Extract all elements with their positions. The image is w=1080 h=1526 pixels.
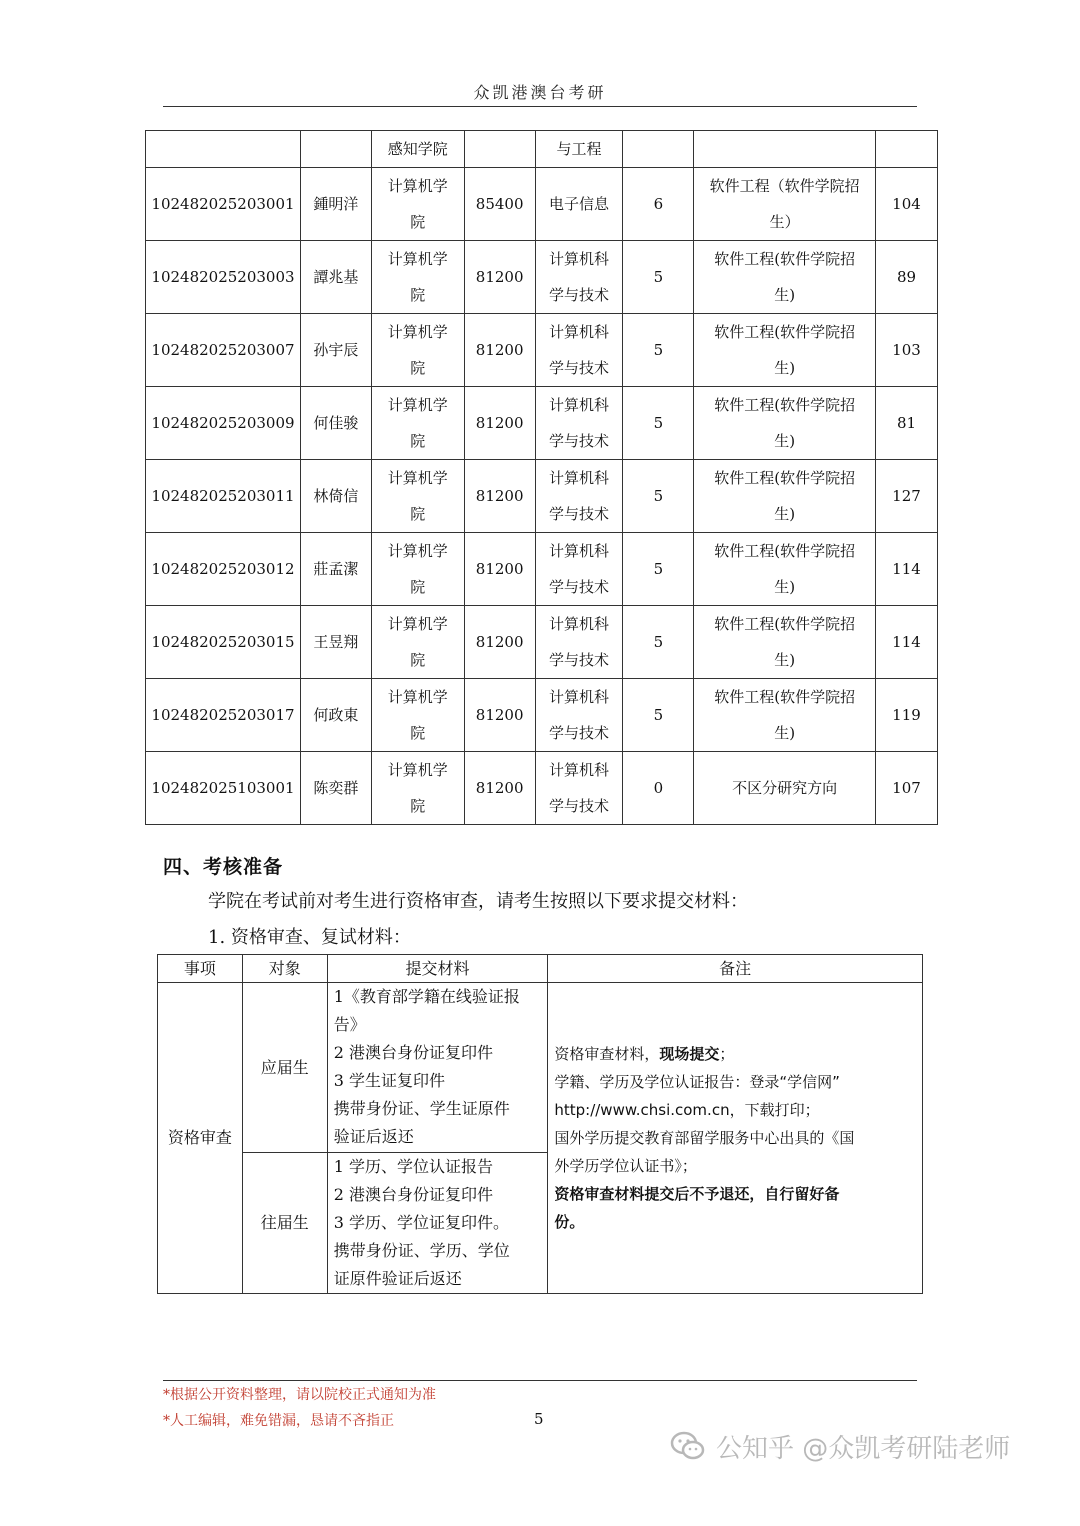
cell-name: 陈奕群 — [300, 752, 371, 825]
cell-line: 生) — [774, 359, 796, 377]
material-line: 携带身份证、学历、学位 — [333, 1241, 510, 1260]
cell-num: 5 — [623, 533, 694, 606]
cell-line: 学与技术 — [549, 505, 610, 523]
cell-line: 计算机学 — [387, 469, 448, 487]
section-intro: 学院在考试前对考生进行资格审查，请考生按照以下要求提交材料： — [208, 891, 748, 912]
cell-line: 软件工程(软件学院招 — [714, 396, 856, 414]
cell-direction — [694, 606, 876, 679]
cell-major — [535, 533, 623, 606]
cell-line: 院 — [410, 505, 426, 523]
cell-id: 102482025203007 — [146, 314, 301, 387]
material-line: 1 学历、学位认证报告 — [333, 1157, 494, 1176]
note-link-line: http://www.chsi.com.cn，下载打印； — [554, 1101, 820, 1119]
table-cell — [146, 131, 301, 168]
cell-line: 软件工程(软件学院招 — [714, 469, 856, 487]
table-row — [146, 460, 938, 533]
table-row — [146, 679, 938, 752]
header-rule — [163, 106, 917, 107]
table-cell — [300, 131, 371, 168]
cell-line: 计算机学 — [387, 250, 448, 268]
cell-college — [371, 387, 464, 460]
cell-line: 计算机学 — [387, 615, 448, 633]
cell-major — [535, 387, 623, 460]
note-line: 外学历学位认证书》； — [554, 1157, 697, 1175]
cell-line: 计算机科 — [549, 761, 610, 779]
table-row-continued — [146, 131, 938, 168]
cell-line: 计算机学 — [387, 688, 448, 706]
watermark-text: 公知乎 @众凯考研陆老师 — [716, 1433, 1011, 1464]
material-line: 3 学生证复印件 — [333, 1071, 446, 1090]
cell-code: 81200 — [464, 679, 535, 752]
cell-college — [371, 679, 464, 752]
page-number: 5 — [534, 1410, 544, 1428]
cell-id: 102482025203012 — [146, 533, 301, 606]
cell-line: 生) — [774, 578, 796, 596]
table-cell — [464, 131, 535, 168]
material-line: 2 港澳台身份证复印件 — [333, 1043, 494, 1062]
cell-num: 5 — [623, 387, 694, 460]
cell-name: 孙宇辰 — [300, 314, 371, 387]
cell-code: 81200 — [464, 241, 535, 314]
table-row — [146, 314, 938, 387]
cell-direction — [694, 460, 876, 533]
cell-id: 102482025203003 — [146, 241, 301, 314]
admission-list-table — [145, 130, 938, 825]
cell-id: 102482025203015 — [146, 606, 301, 679]
cell-score: 103 — [876, 314, 938, 387]
cell-code: 81200 — [464, 533, 535, 606]
cell-id: 102482025103001 — [146, 752, 301, 825]
target-fresh: 应届生 — [242, 983, 327, 1153]
cell-num: 5 — [623, 606, 694, 679]
note-line: 资格审查材料，现场提交； — [554, 1045, 735, 1063]
cell-name: 林倚信 — [300, 460, 371, 533]
cell-line: 院 — [410, 359, 426, 377]
materials-sub-heading: 1. 资格审查、复试材料： — [208, 927, 411, 948]
cell-line: 院 — [410, 286, 426, 304]
table-row — [146, 168, 938, 241]
cell-line: 生) — [774, 505, 796, 523]
table-row — [146, 533, 938, 606]
footer-note-1: *根据公开资料整理，请以院校正式通知为准 — [163, 1387, 436, 1403]
header-target: 对象 — [242, 955, 327, 983]
cell-direction — [694, 387, 876, 460]
table-row — [146, 387, 938, 460]
cell-line: 院 — [410, 213, 426, 231]
cell-name: 何政東 — [300, 679, 371, 752]
wechat-icon — [668, 1426, 708, 1466]
note-warning-line: 资格审查材料提交后不予退还，自行留好备 — [554, 1185, 840, 1203]
cell-score: 104 — [876, 168, 938, 241]
footer-note-2: *人工编辑，难免错漏，恳请不吝指正 — [163, 1413, 394, 1429]
cell-code: 81200 — [464, 460, 535, 533]
cell-line: 生) — [774, 286, 796, 304]
watermark — [668, 1426, 1010, 1466]
cell-line: 电子信息 — [549, 195, 610, 213]
cell-line: 计算机科 — [549, 688, 610, 706]
cell-line: 院 — [410, 797, 426, 815]
cell-college — [371, 533, 464, 606]
cell-score: 119 — [876, 679, 938, 752]
target-previous: 往届生 — [242, 1153, 327, 1294]
cell-line: 学与技术 — [549, 578, 610, 596]
cell-code: 81200 — [464, 314, 535, 387]
cell-line: 计算机学 — [387, 542, 448, 560]
cell-direction — [694, 533, 876, 606]
cell-score: 81 — [876, 387, 938, 460]
cell-score: 127 — [876, 460, 938, 533]
cell-line: 生) — [774, 651, 796, 669]
table-cell — [694, 131, 876, 168]
cell-line: 计算机学 — [387, 761, 448, 779]
cell-college — [371, 314, 464, 387]
cell-line: 软件工程(软件学院招 — [714, 250, 856, 268]
header-materials: 提交材料 — [327, 955, 548, 983]
cell-num: 6 — [623, 168, 694, 241]
cell-direction — [694, 241, 876, 314]
cell-num: 5 — [623, 314, 694, 387]
cell-line: 生） — [769, 213, 800, 231]
cell-line: 学与技术 — [549, 651, 610, 669]
cell-line: 生) — [774, 432, 796, 450]
materials-fresh — [327, 983, 548, 1153]
material-line: 1《教育部学籍在线验证报 — [333, 987, 520, 1006]
cell-num: 0 — [623, 752, 694, 825]
header-notes: 备注 — [548, 955, 923, 983]
materials-table — [157, 954, 923, 1294]
material-line: 3 学历、学位证复印件。 — [333, 1213, 510, 1232]
cell-college — [371, 241, 464, 314]
material-line: 携带身份证、学生证原件 — [333, 1099, 510, 1118]
cell-line: 计算机科 — [549, 469, 610, 487]
cell-score: 114 — [876, 533, 938, 606]
cell-college — [371, 168, 464, 241]
cell-line: 学与技术 — [549, 797, 610, 815]
cell-line: 计算机科 — [549, 542, 610, 560]
table-row — [146, 752, 938, 825]
cell-code: 81200 — [464, 387, 535, 460]
cell-direction — [694, 679, 876, 752]
cell-major — [535, 679, 623, 752]
cell-name: 何佳骏 — [300, 387, 371, 460]
cell-line: 计算机科 — [549, 250, 610, 268]
cell-line: 计算机科 — [549, 396, 610, 414]
cell-name: 譚兆基 — [300, 241, 371, 314]
cell-code: 85400 — [464, 168, 535, 241]
cell-direction — [694, 752, 876, 825]
cell-score: 107 — [876, 752, 938, 825]
table-row — [146, 606, 938, 679]
note-line: 国外学历提交教育部留学服务中心出具的《国 — [554, 1129, 855, 1147]
table-cell — [623, 131, 694, 168]
cell-major — [535, 752, 623, 825]
material-line: 告》 — [333, 1015, 366, 1034]
cell-direction — [694, 314, 876, 387]
cell-line: 计算机学 — [387, 396, 448, 414]
cell-line: 计算机科 — [549, 615, 610, 633]
item-cell: 资格审查 — [158, 983, 243, 1294]
cell-line: 不区分研究方向 — [732, 779, 838, 797]
cell-line: 院 — [410, 432, 426, 450]
cell-college — [371, 606, 464, 679]
cell-line: 院 — [410, 724, 426, 742]
cell-line: 生) — [774, 724, 796, 742]
cell-id: 102482025203017 — [146, 679, 301, 752]
materials-previous — [327, 1153, 548, 1294]
table-cell — [876, 131, 938, 168]
cell-num: 5 — [623, 679, 694, 752]
cell-major — [535, 314, 623, 387]
header-item: 事项 — [158, 955, 243, 983]
cell-num: 5 — [623, 241, 694, 314]
cell-score: 114 — [876, 606, 938, 679]
cell-college — [371, 752, 464, 825]
section-heading: 四、考核准备 — [163, 856, 284, 878]
cell-major — [535, 460, 623, 533]
cell-line: 计算机学 — [387, 177, 448, 195]
table-cell: 感知学院 — [371, 131, 464, 168]
cell-name: 王昱翔 — [300, 606, 371, 679]
note-warning-line: 份。 — [554, 1213, 585, 1231]
cell-line: 学与技术 — [549, 724, 610, 742]
cell-line: 软件工程(软件学院招 — [714, 615, 856, 633]
cell-line: 软件工程(软件学院招 — [714, 323, 856, 341]
cell-major — [535, 168, 623, 241]
cell-line: 学与技术 — [549, 286, 610, 304]
cell-direction — [694, 168, 876, 241]
material-line: 验证后返还 — [333, 1127, 414, 1146]
cell-line: 计算机学 — [387, 323, 448, 341]
cell-line: 学与技术 — [549, 432, 610, 450]
cell-line: 计算机科 — [549, 323, 610, 341]
cell-college — [371, 460, 464, 533]
table-cell: 与工程 — [535, 131, 623, 168]
cell-id: 102482025203001 — [146, 168, 301, 241]
cell-line: 软件工程(软件学院招 — [714, 542, 856, 560]
material-line: 2 港澳台身份证复印件 — [333, 1185, 494, 1204]
cell-score: 89 — [876, 241, 938, 314]
cell-num: 5 — [623, 460, 694, 533]
note-line: 学籍、学历及学位认证报告：登录“学信网” — [554, 1073, 840, 1091]
cell-major — [535, 606, 623, 679]
cell-name: 莊孟潔 — [300, 533, 371, 606]
notes-cell — [548, 983, 923, 1294]
cell-line: 院 — [410, 651, 426, 669]
cell-major — [535, 241, 623, 314]
cell-line: 软件工程（软件学院招 — [709, 177, 860, 195]
cell-line: 软件工程(软件学院招 — [714, 688, 856, 706]
cell-name: 鍾明洋 — [300, 168, 371, 241]
footer-rule — [163, 1380, 917, 1381]
table-row — [146, 241, 938, 314]
page-header-title: 众凯港澳台考研 — [473, 83, 607, 102]
cell-id: 102482025203011 — [146, 460, 301, 533]
cell-line: 院 — [410, 578, 426, 596]
cell-line: 学与技术 — [549, 359, 610, 377]
cell-code: 81200 — [464, 752, 535, 825]
cell-code: 81200 — [464, 606, 535, 679]
cell-id: 102482025203009 — [146, 387, 301, 460]
material-line: 证原件验证后返还 — [333, 1269, 462, 1288]
